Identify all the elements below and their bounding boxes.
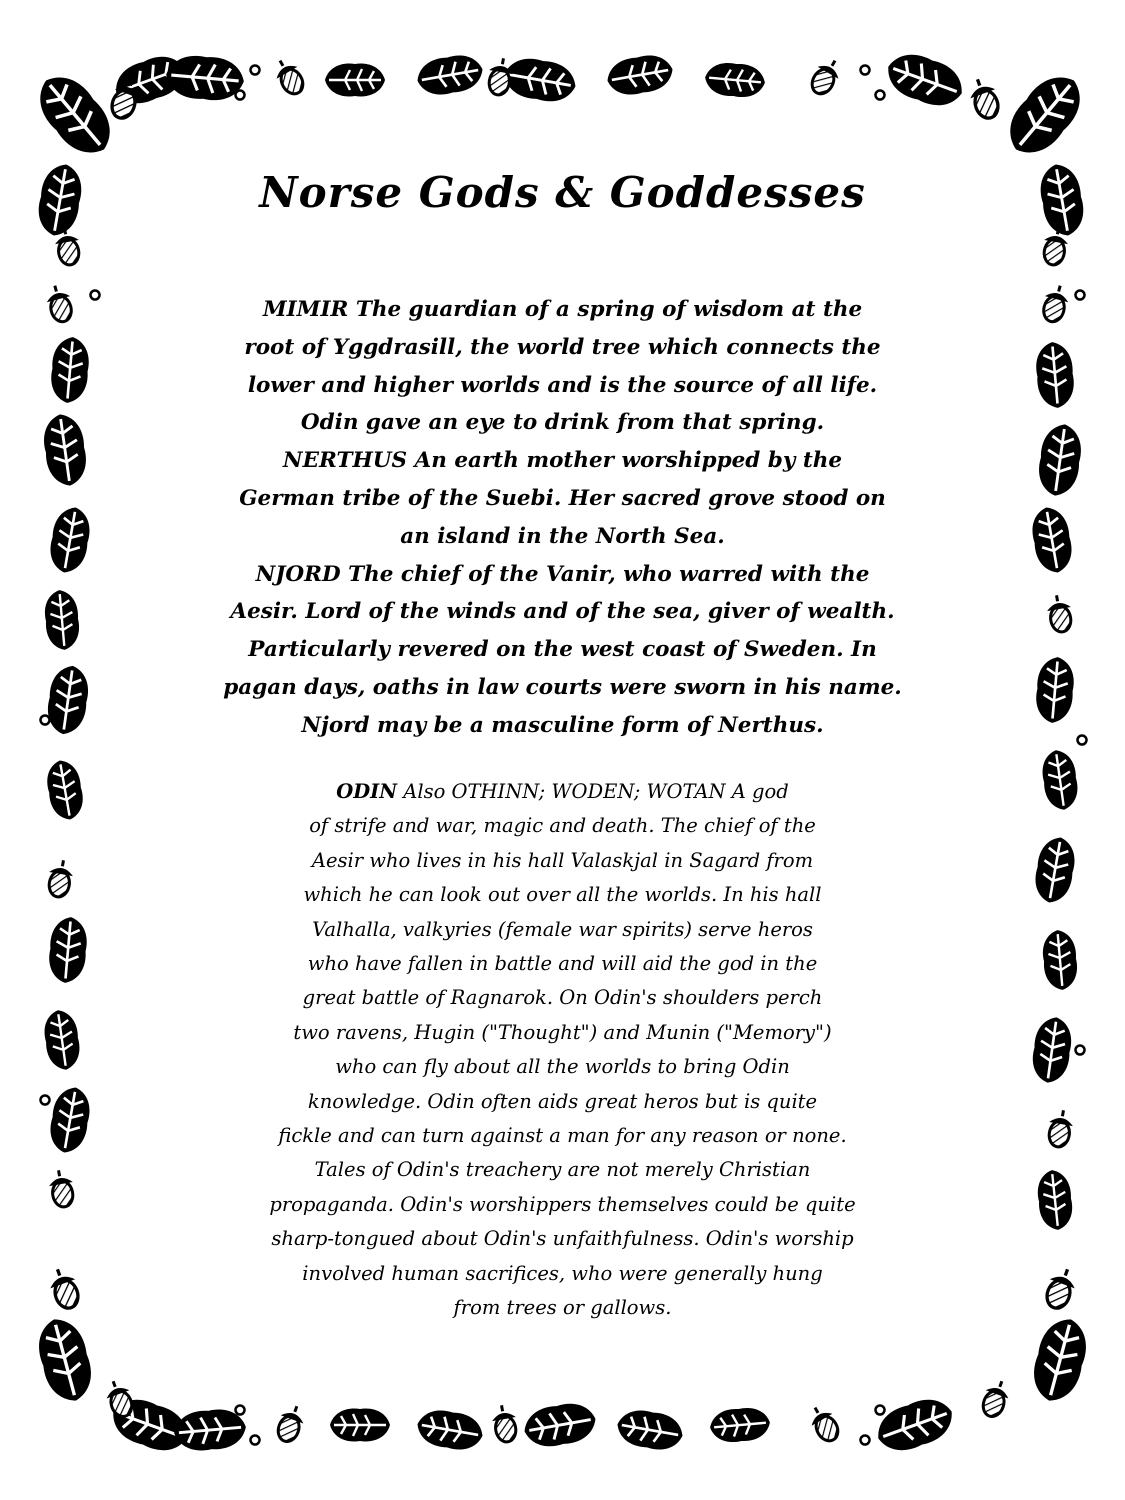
- entry-text: Valhalla, valkyries (female war spirits) serve heros: [312, 917, 813, 941]
- text-line: [160, 981, 965, 1015]
- entry-text: an island in the North Sea.: [400, 523, 725, 549]
- text-line: [160, 878, 965, 912]
- text-line: [160, 947, 965, 981]
- text-line: [160, 1222, 965, 1256]
- text-line: [160, 1050, 965, 1084]
- entry-text: two ravens, Hugin ("Thought") and Munin ("Memory"): [293, 1020, 832, 1044]
- text-line: [160, 1257, 965, 1291]
- deity-name: ODIN: [336, 780, 398, 803]
- entries-block-1: [160, 291, 965, 745]
- left-border-band: [40, 283, 99, 1209]
- text-line: [160, 442, 965, 480]
- entry-text: who can fly about all the worlds to bring Odin: [335, 1055, 790, 1079]
- entry-text: Njord may be a masculine form of Nerthus.: [301, 712, 824, 738]
- text-line: [160, 556, 965, 594]
- entry-text: which he can look out over all the worlds. In his hall: [303, 883, 822, 907]
- top-border-band: [27, 47, 1093, 267]
- text-line: [160, 913, 965, 947]
- entry-text: Odin gave an eye to drink from that spring.: [300, 410, 825, 436]
- text-line: [160, 404, 965, 442]
- deity-name: NERTHUS: [282, 448, 408, 474]
- text-line: [160, 775, 965, 809]
- entry-text: great battle of Ragnarok. On Odin's shoulders perch: [302, 986, 823, 1010]
- text-line: [160, 809, 965, 843]
- text-line: [160, 593, 965, 631]
- entry-text: lower and higher worlds and is the source of all life.: [247, 372, 878, 398]
- entry-text: Aesir. Lord of the winds and of the sea, giver of wealth.: [230, 599, 895, 625]
- entry-text: Aesir who lives in his hall Valaskjal in Sagard from: [311, 848, 814, 872]
- entry-text: Particularly revered on the west coast of Sweden. In: [248, 637, 877, 663]
- entry-text: German tribe of the Suebi. Her sacred grove stood on: [239, 485, 886, 511]
- entries-block-2: [160, 775, 965, 1326]
- entry-text: An earth mother worshipped by the: [407, 448, 843, 474]
- deity-name: MIMIR: [262, 297, 349, 322]
- text-line: [160, 518, 965, 556]
- entry-text: sharp-tongued about Odin's unfaithfulness. Odin's worship: [271, 1227, 854, 1251]
- entry-text: knowledge. Odin often aids great heros but is quite: [307, 1089, 818, 1113]
- entry-text: of strife and war, magic and death. The chief of the: [309, 814, 816, 838]
- text-line: [160, 1153, 965, 1187]
- entry-text: The guardian of a spring of wisdom at the: [348, 297, 863, 322]
- text-line: [160, 291, 965, 329]
- page-title: Norse Gods & Goddesses: [259, 168, 866, 217]
- text-line: [160, 1188, 965, 1222]
- text-line: [160, 1291, 965, 1325]
- entry-text: Tales of Odin's treachery are not merely Christian: [314, 1158, 811, 1182]
- text-line: [160, 1016, 965, 1050]
- deity-name: NJORD: [255, 561, 341, 587]
- entry-text: fickle and can turn against a man for any reason or none.: [278, 1124, 847, 1148]
- text-line: [160, 480, 965, 518]
- right-border-band: [1028, 283, 1086, 1232]
- entry-text: who have fallen in battle and will aid the god in the: [307, 952, 818, 976]
- text-line: [160, 329, 965, 367]
- text-line: [160, 1085, 965, 1119]
- entry-text: propaganda. Odin's worshippers themselves could be quite: [269, 1192, 856, 1216]
- text-line: [160, 844, 965, 878]
- text-line: [160, 1119, 965, 1153]
- entry-text: from trees or gallows.: [453, 1296, 672, 1320]
- entry-text: involved human sacrifices, who were generally hung: [302, 1261, 823, 1285]
- text-line: [160, 669, 965, 707]
- entry-text: root of Yggdrasill, the world tree which connects the: [244, 334, 881, 360]
- text-line: [160, 631, 965, 669]
- text-line: [160, 367, 965, 405]
- entry-text: The chief of the Vanir, who warred with the: [340, 561, 870, 587]
- text-line: [160, 707, 965, 745]
- entry-text: pagan days, oaths in law courts were sworn in his name.: [223, 674, 902, 700]
- entry-text: Also OTHINN; WODEN; WOTAN A god: [397, 780, 789, 803]
